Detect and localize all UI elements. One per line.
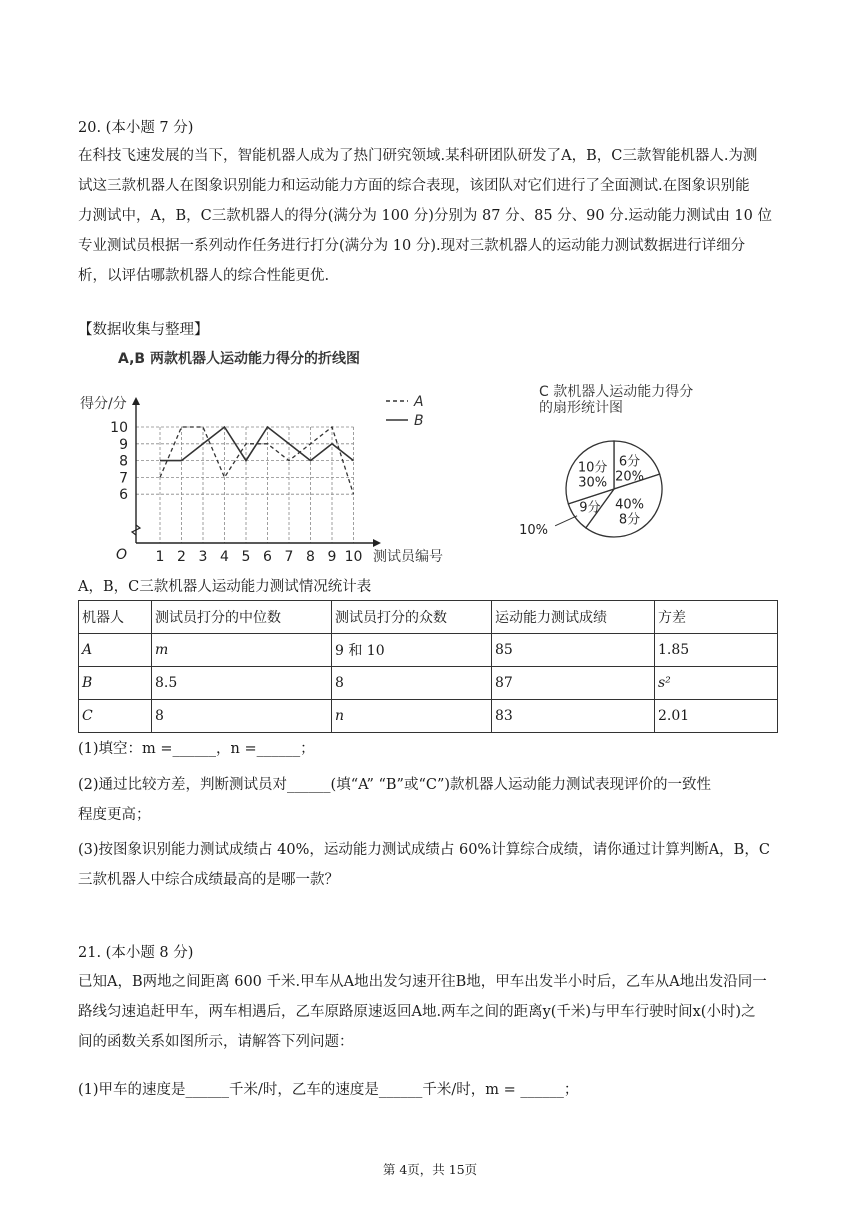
table-cell: 1.85 [655, 634, 778, 667]
cell-text: n [335, 708, 345, 724]
page-footer: 第 4页，共 15页 [382, 1162, 478, 1177]
x-tick-label: 6 [263, 549, 272, 565]
pie-slice-label: 40% [615, 497, 644, 513]
chart-grid [136, 427, 354, 543]
x-tick-label: 5 [241, 549, 251, 565]
paragraph-line: 三款机器人中综合成绩最高的是哪一款？ [78, 872, 339, 888]
question-20-part-3 [78, 835, 784, 895]
pie-percent-label: 10% [519, 522, 549, 538]
paragraph-line: (3)按图象识别能力测试成绩占 40%，运动能力测试成绩占 60%计算综合成绩，请你通过计算判断A，B，C [78, 842, 770, 858]
table-cell [152, 634, 332, 667]
cell-text: B [82, 675, 93, 691]
paragraph-line: 路线匀速追赶甲车，两车相遇后，乙车原路原速返回A地.两车之间的距离y(千米)与甲车行驶时间x(小时)之 [78, 1004, 756, 1020]
table-cell: 85 [492, 634, 655, 667]
stats-table [78, 600, 778, 733]
x-tick-label: 7 [284, 549, 294, 565]
x-tick-label: 3 [198, 549, 208, 565]
question-20-heading: 20. (本小题 7 分) [78, 120, 194, 136]
table-row [79, 634, 778, 667]
table-row [79, 667, 778, 700]
x-tick-label: 8 [306, 549, 315, 565]
pie-slice-label: 6分 [618, 454, 641, 470]
table-cell: 2.01 [655, 700, 778, 733]
pie-leader-line [555, 516, 577, 526]
table-cell [332, 700, 492, 733]
table-header-cell: 运动能力测试成绩 [492, 601, 655, 634]
pie-chart [519, 380, 765, 560]
table-cell: 8.5 [152, 667, 332, 700]
table-header-cell: 测试员打分的中位数 [152, 601, 332, 634]
table-cell: 83 [492, 700, 655, 733]
pie-percent-label: 30% [578, 475, 608, 491]
paragraph-line: 间的函数关系如图所示，请解答下列问题： [78, 1034, 354, 1050]
table-cell: 9 和 10 [332, 634, 492, 667]
table-caption: A，B，C三款机器人运动能力测试情况统计表 [78, 579, 372, 595]
chart-labels [80, 396, 443, 565]
question-20-part-1: (1)填空：m =______，n =______； [78, 741, 315, 757]
table-header-row [79, 601, 778, 634]
x-tick-label: 9 [327, 549, 337, 565]
table-cell: 8 [332, 667, 492, 700]
y-tick-label: 10 [110, 420, 128, 436]
paragraph-line: 专业测试员根据一系列动作任务进行打分(满分为 10 分).现对三款机器人的运动能力测试数据进行详细分 [78, 238, 746, 254]
x-axis-label: 测试员编号 [373, 549, 443, 565]
pie-percent-label: 20% [615, 469, 644, 485]
origin-label: O [116, 547, 128, 563]
legend-label-B: B [414, 413, 424, 429]
table-header-cell: 测试员打分的众数 [332, 601, 492, 634]
question-21-part-1: (1)甲车的速度是______千米/时，乙车的速度是______千米/时，m = ______； [78, 1082, 579, 1098]
pie-title [539, 383, 693, 416]
x-tick-label: 4 [220, 549, 229, 565]
chart-legend [386, 394, 424, 429]
pie-title-line: 的扇形统计图 [539, 400, 623, 416]
table-header-cell: 机器人 [79, 601, 152, 634]
legend-label-A: A [414, 394, 424, 410]
y-tick-label: 8 [119, 453, 128, 470]
chart-title: A,B 两款机器人运动能力得分的折线图 [118, 351, 360, 367]
pie-title-line: C 款机器人运动能力得分 [539, 384, 694, 400]
paragraph-line: 力测试中，A，B，C三款机器人的得分(满分为 100 分)分别为 87 分、85 分、90 分.运动能力测试由 10 位 [78, 208, 772, 224]
paragraph-line: 程度更高； [78, 807, 151, 823]
series-line-B [160, 427, 354, 461]
table-header-cell: 方差 [655, 601, 778, 634]
x-tick-label: 2 [177, 549, 186, 565]
table-cell: 8 [152, 700, 332, 733]
table-cell: 87 [492, 667, 655, 700]
x-tick-label: 1 [155, 549, 165, 565]
table-row [79, 700, 778, 733]
pie-percent-label: 8分 [618, 512, 641, 528]
cell-text: A [82, 642, 93, 658]
table-cell [79, 700, 152, 733]
table-cell [79, 667, 152, 700]
question-20-part-2 [78, 770, 784, 830]
question-20-paragraph [78, 141, 784, 291]
y-axis-label: 得分/分 [80, 396, 127, 412]
paragraph-line: 试这三款机器人在图象识别能力和运动能力方面的综合表现，该团队对它们进行了全面测试.在图象识别能 [78, 178, 750, 194]
cell-text: s² [658, 675, 671, 691]
y-tick-label: 6 [119, 487, 128, 504]
pie-slice-label: 10分 [577, 460, 608, 476]
cell-text: m [155, 642, 169, 658]
section-label: 【数据收集与整理】 [78, 322, 209, 338]
question-21-paragraph [78, 967, 784, 1057]
question-21-heading: 21. (本小题 8 分) [78, 945, 194, 961]
x-axis-arrow [373, 539, 381, 547]
paragraph-line: 析，以评估哪款机器人的综合性能更优. [78, 268, 330, 284]
table-cell [655, 667, 778, 700]
x-tick-label: 10 [344, 549, 363, 565]
paragraph-line: 已知A，B两地之间距离 600 千米.甲车从A地出发匀速开往B地，甲车出发半小时后，乙车从A地出发沿同一 [78, 974, 767, 990]
line-chart [78, 345, 478, 565]
y-axis-arrow [132, 397, 140, 405]
y-tick-label: 7 [119, 470, 128, 487]
table-cell [79, 634, 152, 667]
pie-slice-label: 9分 [579, 500, 601, 516]
y-tick-label: 9 [119, 436, 128, 453]
cell-text: C [82, 708, 93, 724]
paragraph-line: (2)通过比较方差，判断测试员对______(填“A” “B”或“C”)款机器人运动能力测试表现评价的一致性 [78, 777, 712, 793]
chart-axes [132, 397, 381, 547]
paragraph-line: 在科技飞速发展的当下，智能机器人成为了热门研究领域.某科研团队研发了A，B，C三款智能机器人.为测 [78, 148, 758, 164]
